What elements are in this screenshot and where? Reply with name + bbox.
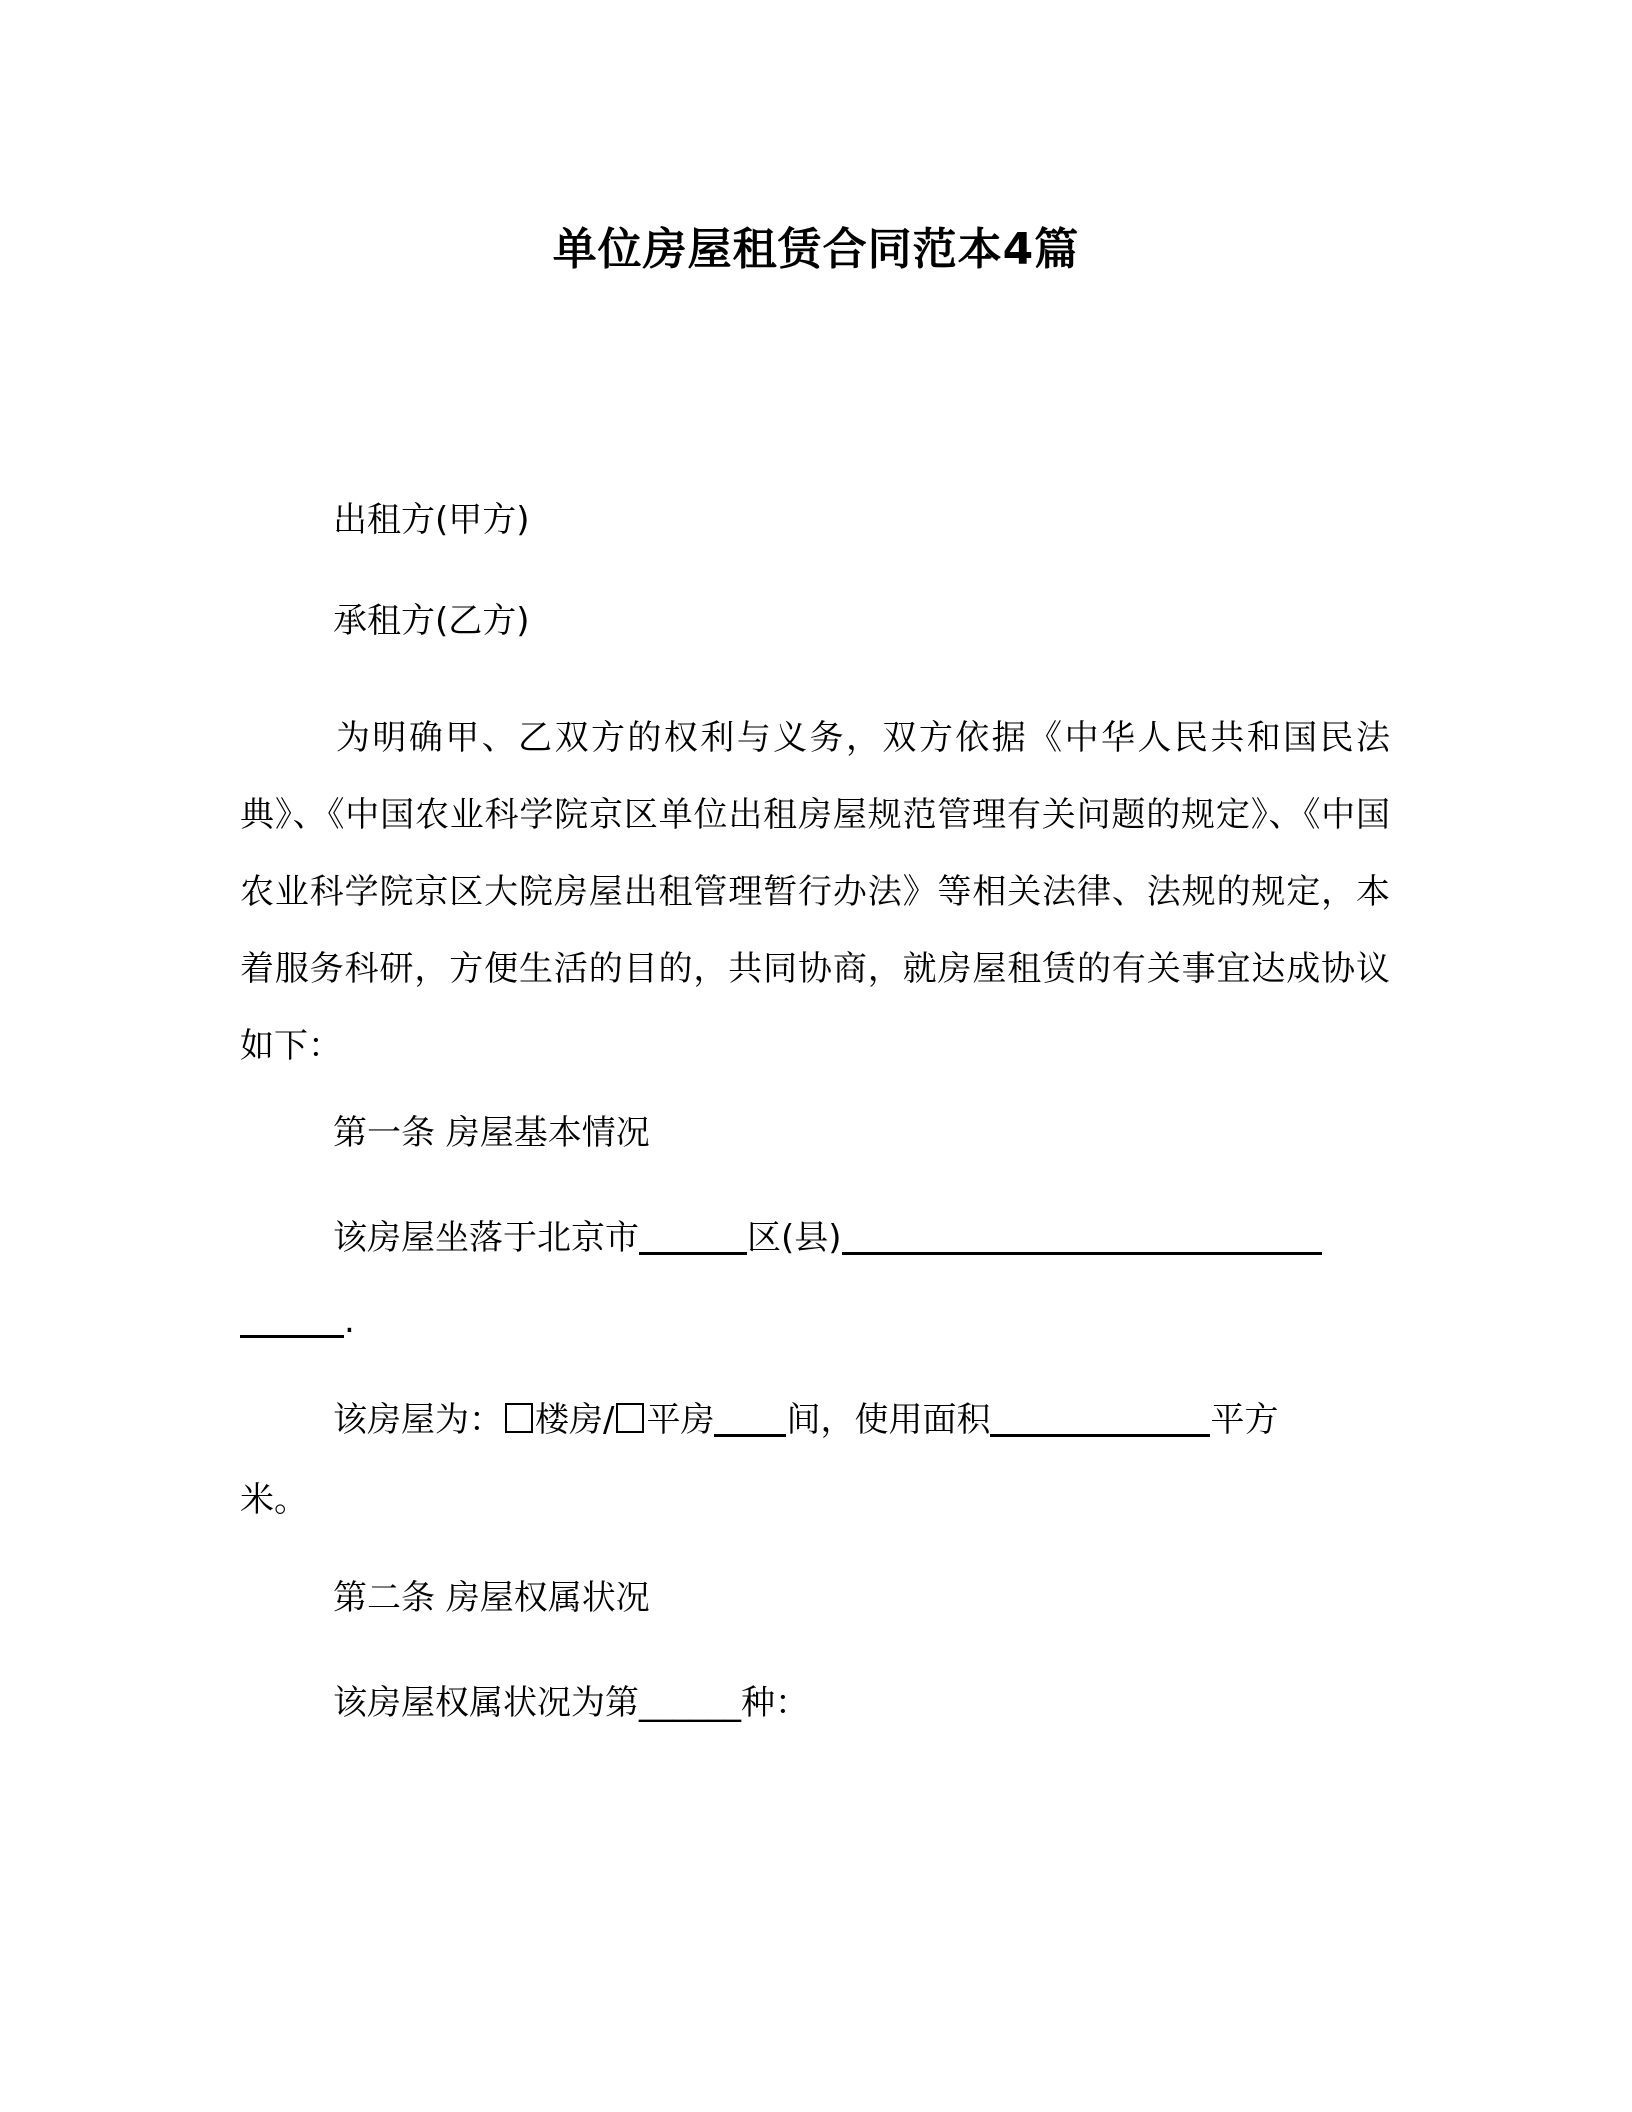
location-line-cont [240,1298,355,1344]
article-1-heading: 第一条 房屋基本情况 [333,1113,650,1153]
article-2-heading: 第二条 房屋权属状况 [333,1578,650,1618]
checkbox-bungalow[interactable] [616,1403,644,1433]
location-line [333,1215,1322,1261]
location-district-label: 区(县) [747,1218,842,1258]
house-type-prefix: 该房屋为： [333,1400,503,1440]
lessee-label: 承租方(乙方) [333,601,530,641]
area-unit-cont: 米。 [240,1480,308,1520]
intro-paragraph: 为明确甲、乙双方的权利与义务，双方依据《中华人民共和国民法典》、《中国农业科学院京区单位出租房屋规范管理有关问题的规定》、《中国农业科学院京区大院房屋出租管理暂行办法》等相关法律、法规的规定，本着服务科研，方便生活的目的，共同协商，就房屋租赁的有关事宜达成协议如下： [240,718,1390,1066]
lessor-label: 出租方(甲方) [333,500,530,540]
checkbox-building[interactable] [505,1403,533,1433]
ownership-line: 该房屋权属状况为第______种： [333,1683,809,1723]
rooms-blank[interactable] [714,1400,786,1437]
house-type-line [333,1397,1278,1443]
option-building-label: 楼房/ [535,1400,615,1440]
district-blank[interactable] [639,1218,747,1255]
area-blank[interactable] [990,1400,1210,1437]
location-end: . [344,1301,355,1341]
location-prefix: 该房屋坐落于北京市 [333,1218,639,1258]
address-blank[interactable] [842,1218,1322,1255]
document-title: 单位房屋租赁合同范本4篇 [552,224,1080,275]
rooms-unit-label: 间，使用面积 [786,1400,991,1440]
option-bungalow-label: 平房 [646,1400,715,1440]
address-blank-cont[interactable] [240,1301,344,1338]
area-unit-label: 平方 [1210,1400,1279,1440]
